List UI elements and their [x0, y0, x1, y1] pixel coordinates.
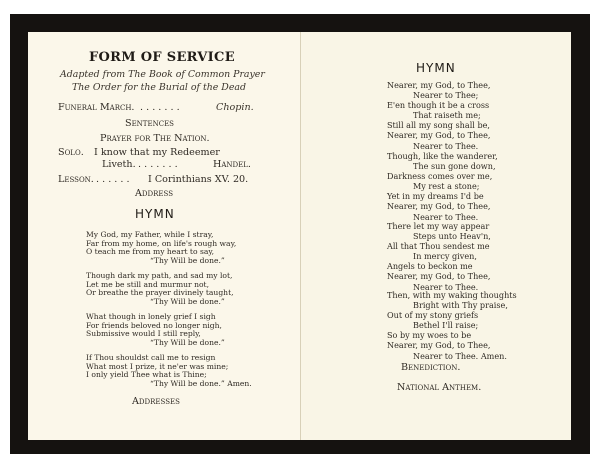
left-hymn-verse-3 — [86, 313, 225, 347]
verse-line: “Thy Will be done.” — [150, 337, 225, 347]
verse-line: E'en though it be a cross — [387, 100, 490, 111]
right-hymn-heading: HYMN — [416, 61, 456, 75]
national-anthem-item: National Anthem. — [397, 382, 482, 393]
subtitle-burial-order: The Order for the Burial of the Dead — [72, 82, 246, 93]
prayer-item: Prayer for The Nation. — [100, 133, 210, 144]
verse-line: All that Thou sendest me — [387, 241, 490, 252]
verse-line: My rest a stone; — [413, 181, 480, 192]
solo-title-line1: I know that my Redeemer — [94, 147, 220, 158]
verse-line: Nearer to Thee. — [413, 281, 479, 292]
funeral-march-label: Funeral March. — [58, 102, 135, 113]
verse-line: Nearer, my God, to Thee, — [387, 340, 491, 351]
verse-line: Out of my stony griefs — [387, 310, 479, 321]
lesson-label: Lesson. — [58, 174, 94, 185]
solo-title-line2: Liveth. — [102, 159, 136, 170]
service-title: FORM OF SERVICE — [89, 50, 235, 65]
verse-line: Angels to beckon me — [387, 261, 473, 272]
address-item: Address — [135, 188, 174, 199]
left-hymn-heading: HYMN — [135, 207, 175, 221]
verse-line: So by my woes to be — [387, 330, 472, 341]
solo-dots: . . . . . . . — [138, 159, 178, 170]
verse-line: Submissive would I still reply, — [86, 329, 201, 339]
verse-line: In mercy given, — [413, 251, 477, 262]
verse-line: Bright with Thy praise, — [413, 300, 508, 311]
verse-line: Steps unto Heav'n, — [413, 231, 491, 242]
verse-line: Nearer, my God, to Thee, — [387, 80, 491, 90]
verse-line: Nearer to Thee. — [413, 140, 479, 151]
funeral-march-dots: . . . . . . . — [140, 102, 180, 113]
verse-line: Bethel I'll raise; — [413, 320, 479, 331]
verse-line: Nearer to Thee. Amen. — [413, 350, 507, 361]
verse-line: “Thy Will be done.” Amen. — [150, 378, 252, 388]
verse-line: Nearer to Thee; — [413, 90, 479, 101]
verse-line: If Thou shouldst call me to resign — [86, 353, 216, 362]
verse-line: Far from my home, on life's rough way, — [86, 238, 237, 248]
verse-line: Nearer to Thee. — [413, 211, 479, 222]
verse-line: I only yield Thee what is Thine; — [86, 370, 207, 380]
solo-label: Solo. — [58, 147, 84, 158]
verse-line: Still all my song shall be, — [387, 120, 491, 131]
verse-line: For friends beloved no longer nigh, — [86, 320, 222, 330]
verse-line: “Thy Will be done.” — [150, 296, 225, 306]
verse-line: “Thy Will be done.” — [150, 255, 225, 265]
right-hymn-verse-1 — [387, 80, 490, 151]
verse-line: Nearer, my God, to Thee, — [387, 271, 491, 282]
verse-line: What most I prize, it ne'er was mine; — [86, 361, 229, 371]
verse-line: My God, my Father, while I stray, — [86, 230, 214, 239]
solo-composer: Handel. — [213, 159, 251, 170]
verse-line: Nearer, my God, to Thee, — [387, 201, 491, 212]
subtitle-prayer-book: Adapted from The Book of Common Prayer — [60, 69, 265, 80]
verse-line: Nearer, my God, to Thee, — [387, 130, 491, 141]
verse-line: That raiseth me; — [413, 110, 481, 121]
verse-line: Then, with my waking thoughts — [387, 290, 517, 300]
verse-line: Though, like the wanderer, — [387, 151, 498, 161]
verse-line: Yet in my dreams I'd be — [387, 191, 484, 202]
left-hymn-verse-2 — [86, 272, 234, 306]
left-hymn-verse-4 — [86, 354, 252, 388]
verse-line: O teach me from my heart to say, — [86, 247, 215, 257]
benediction-item: Benediction. — [401, 362, 461, 373]
verse-line: Let me be still and murmur not, — [86, 279, 210, 289]
right-hymn-verse-3 — [387, 221, 491, 292]
addresses-item: Addresses — [132, 396, 180, 407]
right-hymn-verse-4 — [387, 290, 517, 361]
sentences-item: Sentences — [125, 118, 174, 129]
right-hymn-verse-2 — [387, 151, 498, 222]
page-fold — [300, 32, 301, 440]
lesson-dots: . . . . . . — [96, 174, 130, 185]
verse-line: The sun gone down, — [413, 161, 496, 172]
funeral-march-composer: Chopin. — [216, 102, 254, 113]
verse-line: What though in lonely grief I sigh — [86, 312, 216, 321]
verse-line: Darkness comes over me, — [387, 171, 493, 182]
left-hymn-verse-1 — [86, 231, 236, 265]
verse-line: Or breathe the prayer divinely taught, — [86, 288, 234, 298]
lesson-reference: I Corinthians XV. 20. — [148, 174, 249, 185]
verse-line: There let my way appear — [387, 221, 490, 231]
verse-line: Though dark my path, and sad my lot, — [86, 271, 233, 280]
